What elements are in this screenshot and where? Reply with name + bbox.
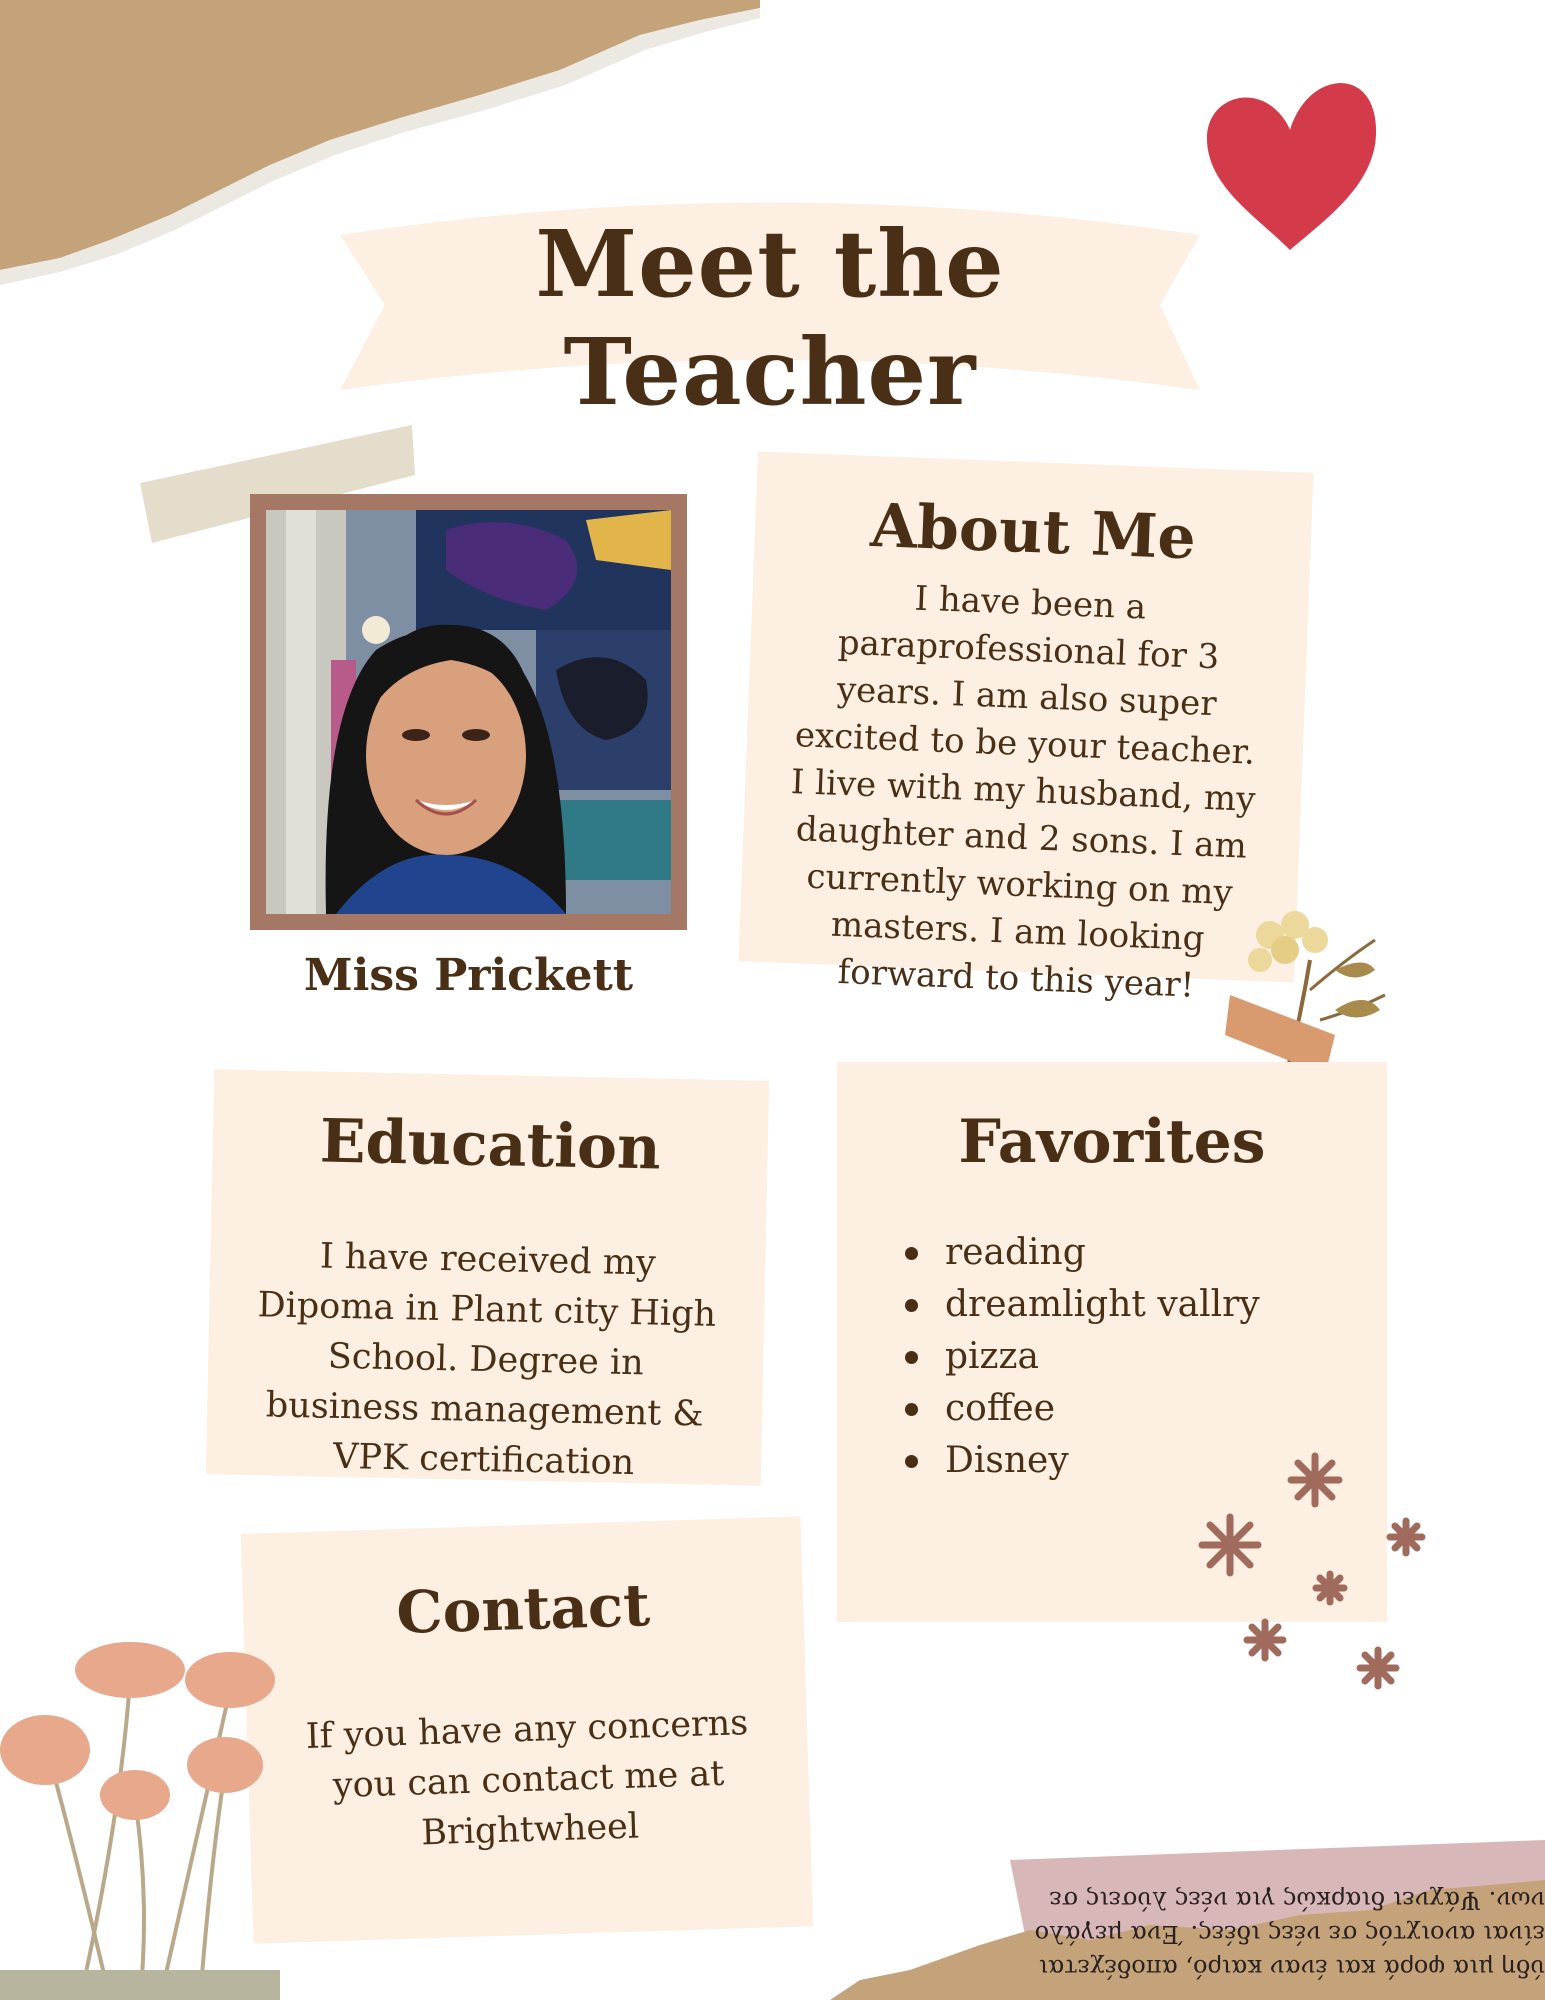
contact-card — [241, 1516, 814, 1943]
favorite-label: Disney — [945, 1440, 1069, 1481]
bullet-icon — [905, 1247, 918, 1260]
favorite-label: dreamlight vallry — [945, 1284, 1260, 1325]
teacher-name: Miss Prickett — [303, 950, 634, 1001]
favorite-label: reading — [945, 1232, 1086, 1273]
list-item — [897, 1383, 1357, 1435]
favorites-title: Favorites — [958, 1107, 1266, 1177]
about-title: About Me — [869, 490, 1197, 574]
bullet-icon — [905, 1403, 918, 1416]
star-doodles-icon — [1180, 1440, 1440, 1700]
list-item — [897, 1227, 1357, 1279]
heart-icon — [1195, 75, 1385, 265]
education-body: I have received my Dipoma in Plant city High School. Degree in business management & VPK certification — [257, 1236, 717, 1484]
greek-text-scrap: ύδη μια φορά και έναν καιρό, αποδέχεται είναι ανοιχτός σε νέες ιδέες. Ένα μεγάλο νων. Ψάχνει διαρκώς για νέες λύσεις σε — [1034, 1886, 1545, 1982]
list-item — [897, 1279, 1357, 1331]
favorite-label: coffee — [945, 1388, 1056, 1429]
contact-title: Contact — [395, 1571, 651, 1648]
bullet-icon — [905, 1299, 918, 1312]
education-title: Education — [319, 1106, 662, 1184]
about-body: I have been a paraprofessional for 3 years. I am also super excited to be your teacher. I live with my husband, my daughter and 2 sons. I am currently working on my masters. I am looking forward to this year! — [790, 578, 1257, 1006]
contact-body: If you have any concerns you can contact me at Brightwheel — [305, 1703, 749, 1854]
education-card — [206, 1069, 769, 1486]
list-item — [897, 1331, 1357, 1383]
bullet-icon — [905, 1351, 918, 1364]
dried-flowers-icon — [0, 1620, 300, 2000]
favorite-label: pizza — [945, 1336, 1039, 1377]
page-title: Meet the Teacher — [535, 210, 1005, 426]
teacher-photo — [266, 510, 671, 914]
bullet-icon — [905, 1455, 918, 1468]
